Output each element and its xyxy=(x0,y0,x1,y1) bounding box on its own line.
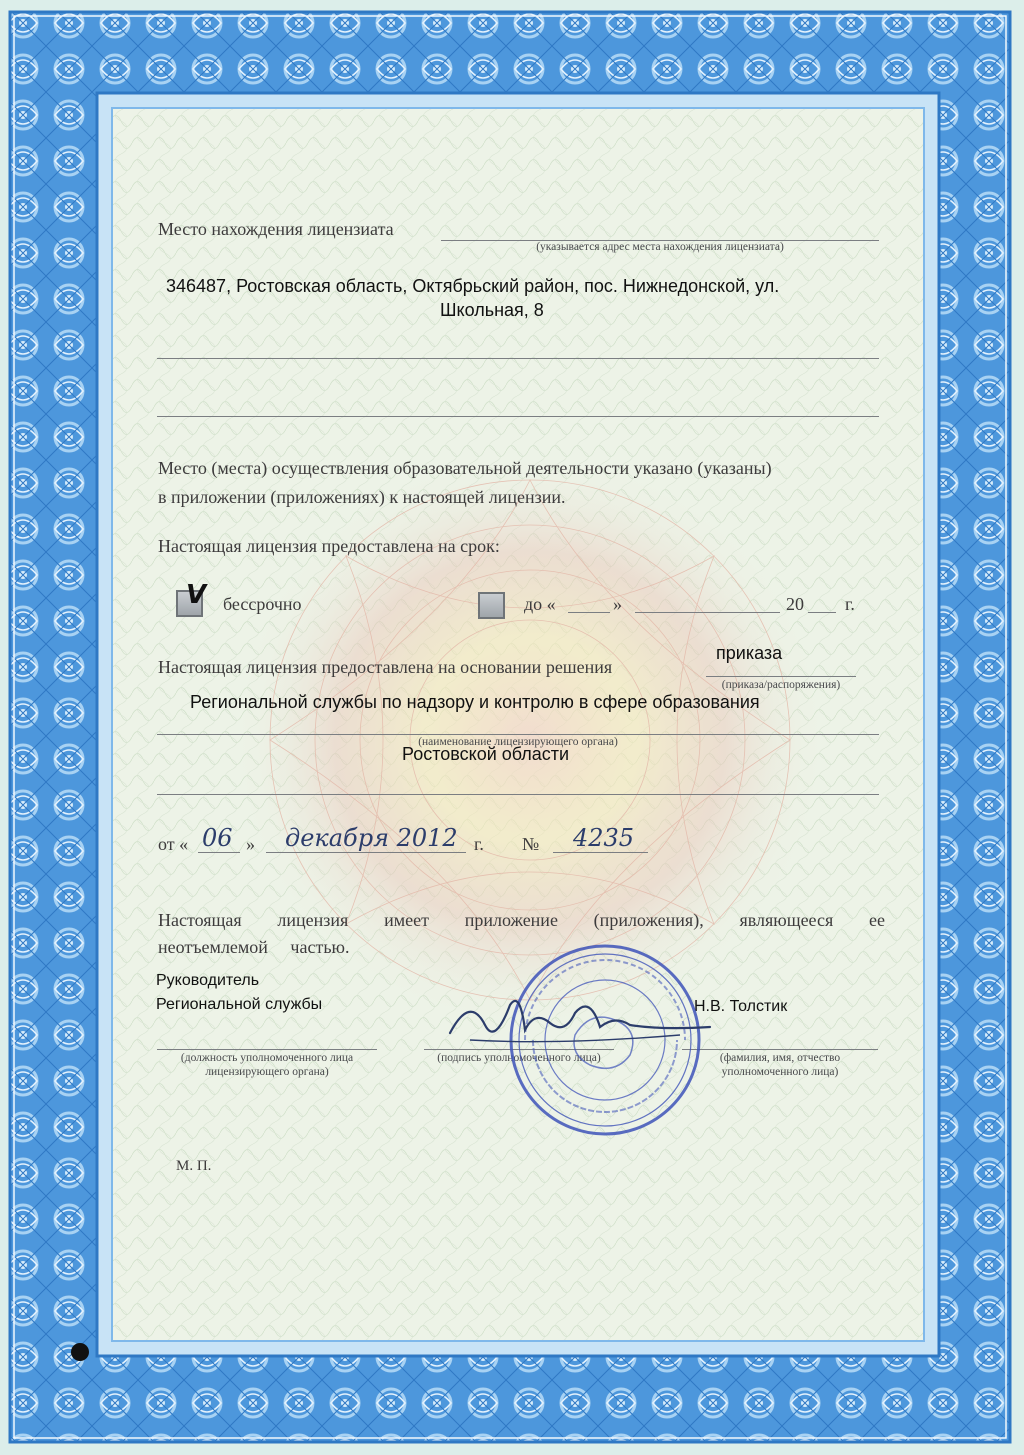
organ-underline-2 xyxy=(157,794,879,795)
until-quote: » xyxy=(613,594,622,614)
decision-type: приказа xyxy=(716,643,783,663)
order-number: 4235 xyxy=(573,824,635,852)
order-from-prefix: от « xyxy=(158,834,189,854)
activity-place-line-1: Место (места) осуществления образовательной деятельности указано (указаны) xyxy=(158,458,772,478)
order-day: 06 xyxy=(202,824,233,852)
until-year-underline xyxy=(808,612,836,613)
check-mark: V xyxy=(186,580,207,610)
order-number-underline xyxy=(553,852,648,853)
address-label: Место нахождения лицензиата xyxy=(158,219,394,239)
signer-position-line-1: Руководитель xyxy=(156,972,260,989)
until-day-underline xyxy=(568,612,610,613)
organ-line-1: Региональной службы по надзору и контролю в сфере образования xyxy=(190,692,760,712)
until-suffix: г. xyxy=(845,594,855,614)
signer-name: Н.В. Толстик xyxy=(694,998,788,1015)
position-caption-line-2: лицензирующего органа) xyxy=(205,1066,329,1078)
position-caption-line-1: (должность уполномоченного лица xyxy=(180,1052,354,1064)
signature-caption: (подпись уполномоченного лица) xyxy=(437,1052,601,1064)
order-year-suffix: г. xyxy=(474,834,484,854)
until-checkbox xyxy=(478,592,505,619)
organ-caption: (наименование лицензирующего органа) xyxy=(418,736,618,748)
address-caption: (указывается адрес места нахождения лицензиата) xyxy=(536,241,784,253)
organ-line-2: Ростовской области xyxy=(402,744,570,764)
stamp-place: М. П. xyxy=(176,1158,212,1174)
activity-place-line-2: в приложении (приложениях) к настоящей лицензии. xyxy=(158,487,566,507)
appendix-line-1: Настоящая лицензия имеет приложение (приложения), являющееся ее xyxy=(158,910,885,930)
order-day-underline xyxy=(198,852,240,853)
order-number-sign: № xyxy=(522,834,540,854)
name-caption-line-2: уполномоченного лица) xyxy=(721,1066,839,1078)
decision-type-caption: (приказа/распоряжения) xyxy=(721,679,841,691)
address-line-2: Школьная, 8 xyxy=(440,300,544,320)
order-from-close: » xyxy=(246,834,255,854)
unlimited-label: бессрочно xyxy=(223,594,302,614)
until-month-underline xyxy=(635,612,780,613)
order-month-underline xyxy=(266,852,466,853)
address-line-1: 346487, Ростовская область, Октябрьский район, пос. Нижнедонской, ул. xyxy=(166,276,780,296)
signer-position-line-2: Региональной службы xyxy=(156,996,323,1013)
order-month-year: декабря 2012 xyxy=(285,824,458,852)
basis-label: Настоящая лицензия предоставлена на основании решения xyxy=(158,657,613,677)
appendix-line-2: неотъемлемой частью. xyxy=(158,937,350,957)
until-year: 20 xyxy=(786,594,804,614)
term-label: Настоящая лицензия предоставлена на срок: xyxy=(158,536,500,556)
position-underline xyxy=(157,1049,377,1050)
address-underline-1 xyxy=(157,358,879,359)
decision-type-underline xyxy=(706,676,856,677)
until-prefix: до « xyxy=(524,594,556,614)
address-underline-2 xyxy=(157,416,879,417)
organ-underline-1 xyxy=(157,734,879,735)
handwritten-signature xyxy=(440,985,720,1055)
name-caption-line-1: (фамилия, имя, отчество xyxy=(719,1052,841,1064)
